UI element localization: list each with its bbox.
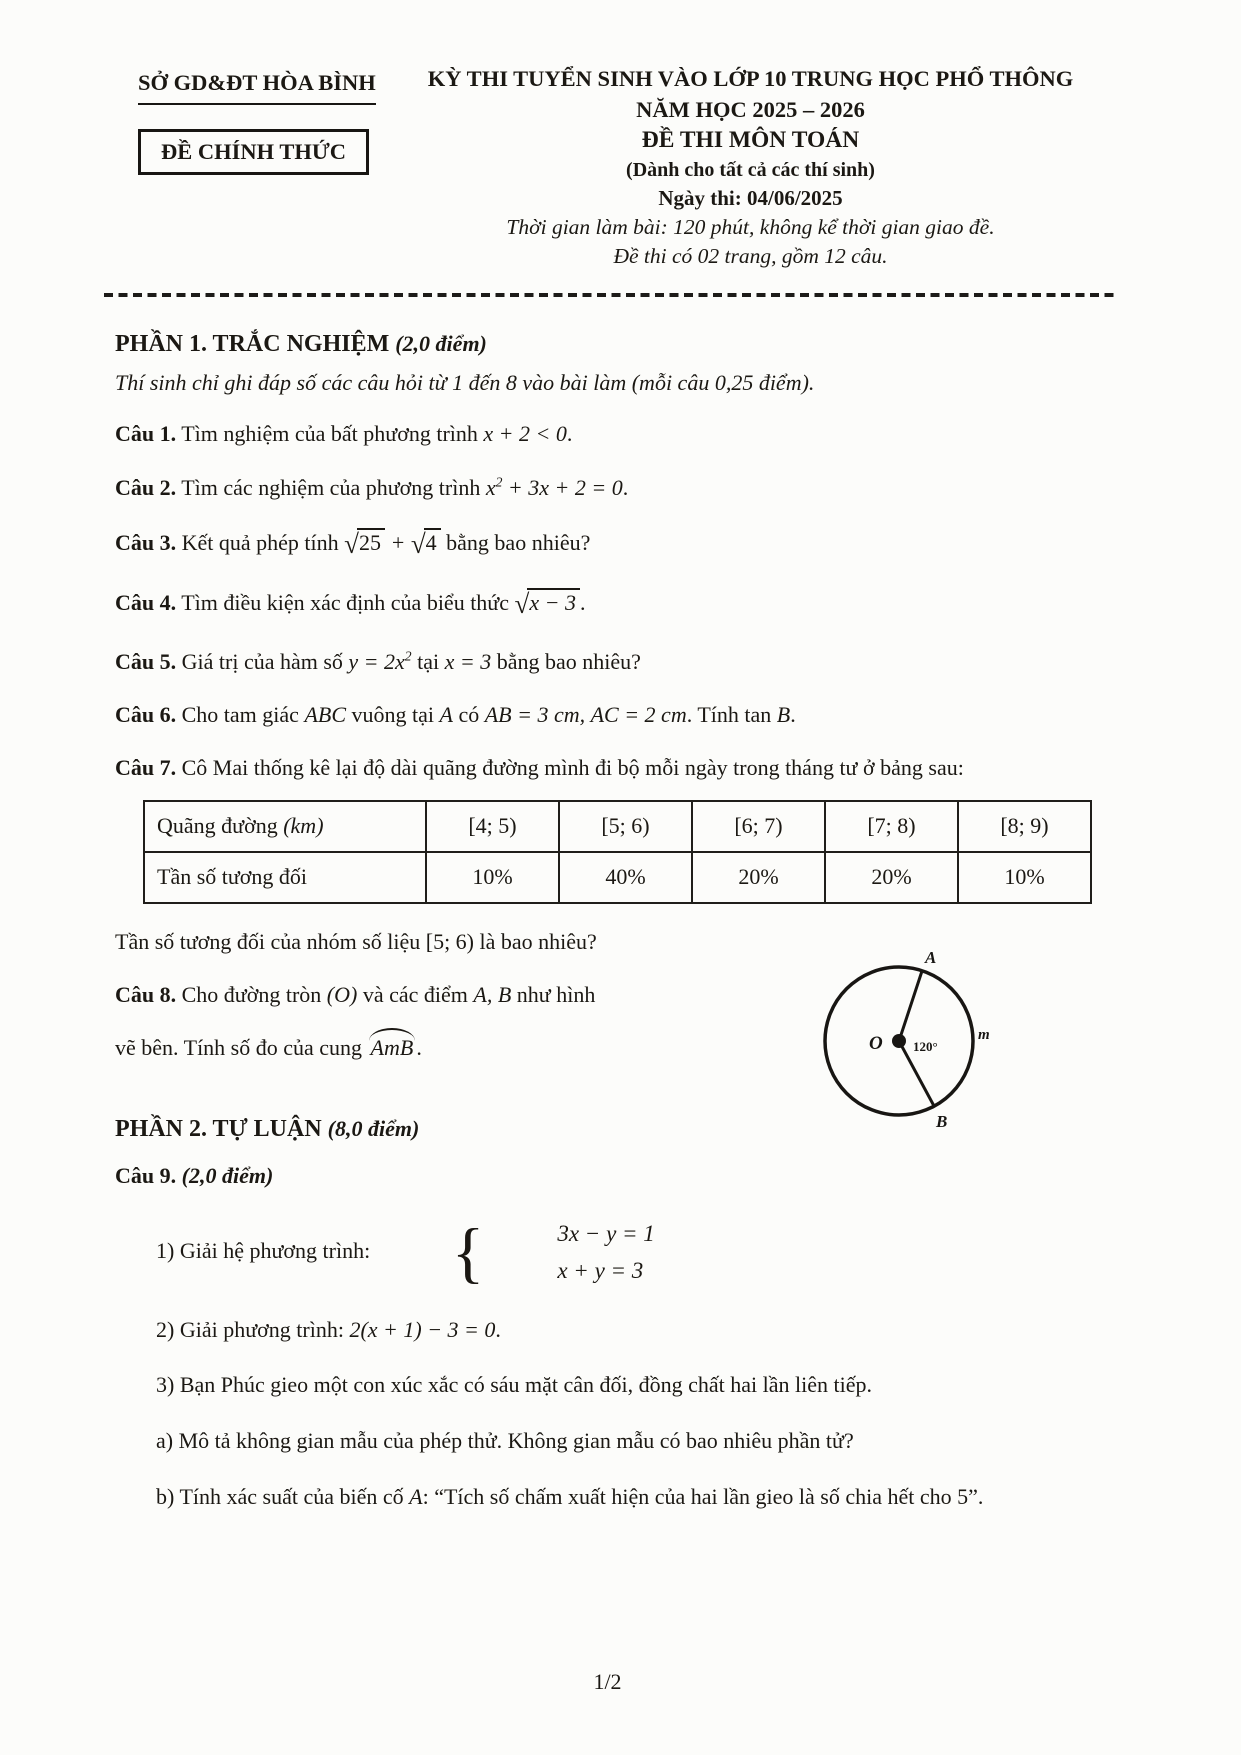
part1-heading-points: (2,0 điểm) xyxy=(395,331,487,357)
q8-pre: Cho đường tròn xyxy=(181,982,322,1007)
question-1-math: x + 2 < 0 xyxy=(483,421,567,447)
q2-m1: x xyxy=(485,474,496,500)
equation-1: 3x − y = 1 xyxy=(557,1221,655,1247)
question-7-text: Cô Mai thống kê lại độ dài quãng đường mình đi bộ mỗi ngày trong tháng tư ở bảng sau: xyxy=(181,755,964,781)
question-3 xyxy=(115,503,1123,563)
q6-t1: vuông tại xyxy=(351,701,434,727)
table-row-label: Tần số tương đối xyxy=(144,852,426,903)
bin-cell: [7; 8) xyxy=(825,801,958,852)
q6-triangle-abc: ABC xyxy=(304,701,346,727)
page-number: 1/2 xyxy=(593,1669,622,1694)
item-1-number: 1) xyxy=(156,1237,175,1263)
q6-t3: . Tính xyxy=(686,701,739,727)
radical-sign: √ xyxy=(410,529,426,560)
question-7 xyxy=(115,730,1123,783)
freq-cell: 20% xyxy=(825,852,958,903)
question-6 xyxy=(115,677,1123,730)
sqrt-x-minus-3 xyxy=(515,586,580,623)
question-2-period: . xyxy=(622,474,629,500)
freq-cell: 10% xyxy=(426,852,559,903)
question-5-mid: tại xyxy=(417,648,440,674)
equation-2: x + y = 3 xyxy=(557,1257,644,1283)
question-6-text: Cho tam giác xyxy=(181,701,299,727)
q6-var-b: B xyxy=(776,701,791,727)
question-7-followup: Tần số tương đối của nhóm số liệu [5; 6) là bao nhiêu? xyxy=(115,928,597,954)
q5-exponent: 2 xyxy=(404,648,412,664)
bin-cell: [6; 7) xyxy=(692,801,825,852)
q8-points-ab: A, B xyxy=(473,982,512,1007)
question-9-label: Câu 9. xyxy=(115,1162,177,1188)
question-5-label: Câu 5. xyxy=(115,648,177,674)
q6-tan-fn: tan xyxy=(744,701,772,727)
q8-circle-o: (O) xyxy=(326,982,358,1007)
system-of-equations xyxy=(384,1213,655,1290)
q6-ab-length: AB = 3 cm, xyxy=(484,701,586,727)
radical-sign: √ xyxy=(344,529,359,560)
question-4-text: Tìm điều kiện xác định của biểu thức xyxy=(181,590,509,616)
q6-ac-length: AC = 2 cm xyxy=(590,701,687,727)
item-3a-number: a) xyxy=(156,1428,174,1454)
pages-note: Đề thi có 02 trang, gồm 12 câu. xyxy=(613,244,888,269)
q6-tan xyxy=(744,702,790,727)
point-a-label: A xyxy=(925,948,937,967)
frequency-table xyxy=(143,800,1092,904)
radicand-4: 4 xyxy=(424,528,441,555)
question-9-header xyxy=(115,1143,1123,1191)
table-header-row xyxy=(144,801,1091,852)
question-6-label: Câu 6. xyxy=(115,701,177,727)
item-2-number: 2) xyxy=(156,1316,175,1342)
part2-heading-points: (8,0 điểm) xyxy=(327,1115,420,1141)
sqrt-25 xyxy=(344,526,385,563)
question-5 xyxy=(115,624,1123,677)
question-1-text: Tìm nghiệm của bất phương trình xyxy=(181,421,478,447)
system-equations xyxy=(484,1216,654,1290)
circle-diagram xyxy=(819,939,1027,1139)
question-9-item-2 xyxy=(88,1290,1123,1346)
part1-heading-title: PHẦN 1. TRẮC NGHIỆM xyxy=(115,331,390,358)
question-8-text-col xyxy=(88,957,748,1064)
bin-cell: [4; 5) xyxy=(426,801,559,852)
question-1-label: Câu 1. xyxy=(115,421,177,447)
item-1-text: Giải hệ phương trình: xyxy=(179,1237,371,1263)
angle-label: 120° xyxy=(913,1039,938,1054)
bin-cell: [8; 9) xyxy=(958,801,1091,852)
school-year: NĂM HỌC 2025 – 2026 xyxy=(636,96,865,122)
question-9-item-3b xyxy=(88,1457,1123,1513)
q6-t2: có xyxy=(458,701,480,727)
point-b-label: B xyxy=(936,1112,948,1131)
item-2-math: 2(x + 1) − 3 = 0 xyxy=(349,1316,496,1342)
header-right xyxy=(424,64,1123,271)
q8-t1: và các điểm xyxy=(362,982,468,1007)
question-9-item-3 xyxy=(88,1345,1123,1401)
sqrt-4 xyxy=(411,526,441,563)
question-2-math xyxy=(486,475,623,500)
question-9-points: (2,0 điểm) xyxy=(181,1162,274,1188)
audience-note: (Dành cho tất cả các thí sinh) xyxy=(626,159,875,182)
item-3b-event-a: A xyxy=(409,1484,423,1510)
center-label: O xyxy=(869,1033,883,1054)
exam-date: Ngày thi: 04/06/2025 xyxy=(658,186,843,211)
header-left xyxy=(88,64,424,271)
department-name: SỞ GD&ĐT HÒA BÌNH xyxy=(138,70,376,105)
question-8-label: Câu 8. xyxy=(115,982,177,1007)
question-1-period: . xyxy=(566,421,573,447)
question-5-post: bằng bao nhiêu? xyxy=(496,648,641,674)
item-3b-pre: Tính xác suất của biến cố xyxy=(179,1484,404,1510)
part1-heading xyxy=(115,297,1123,358)
col0-label: Quãng đường xyxy=(157,813,278,839)
freq-cell: 20% xyxy=(692,852,825,903)
q6-vertex-a: A xyxy=(439,701,453,727)
exam-title: KỲ THI TUYỂN SINH VÀO LỚP 10 TRUNG HỌC PHỔ THÔNG xyxy=(427,66,1074,91)
radical-sign: √ xyxy=(514,589,530,620)
item-2-period: . xyxy=(495,1316,501,1342)
radius-oa xyxy=(899,971,922,1041)
radicand-25: 25 xyxy=(357,528,385,555)
question-3-post: bằng bao nhiêu? xyxy=(446,530,591,556)
question-5-math1 xyxy=(348,649,411,674)
question-3-text: Kết quả phép tính xyxy=(181,530,339,556)
item-3b-text: : “Tích số chấm xuất hiện của hai lần gieo là số chia hết cho 5”. xyxy=(422,1484,984,1510)
part1-instruction: Thí sinh chỉ ghi đáp số các câu hỏi từ 1 đến 8 vào bài làm (mỗi câu 0,25 điểm). xyxy=(115,370,815,396)
col0-unit: (km) xyxy=(283,813,324,839)
plus-sign: + xyxy=(390,530,406,556)
q8-line2-pre: vẽ bên. Tính số đo của cung xyxy=(115,1035,363,1061)
q2-exponent: 2 xyxy=(495,474,503,490)
subject-title: ĐỀ THI MÔN TOÁN xyxy=(641,127,860,154)
table-data-row xyxy=(144,852,1091,903)
exam-header xyxy=(88,64,1123,271)
question-2-text: Tìm các nghiệm của phương trình xyxy=(181,474,481,500)
question-4 xyxy=(115,563,1123,623)
question-9-item-1 xyxy=(88,1191,1123,1290)
arc-amb: AmB xyxy=(368,1035,417,1060)
freq-cell: 10% xyxy=(958,852,1091,903)
q5-m1: y = 2x xyxy=(348,648,405,674)
item-3-text: Bạn Phúc gieo một con xúc xắc có sáu mặt cân đối, đồng chất hai lần liên tiếp. xyxy=(179,1372,873,1398)
q8-t2: như hình xyxy=(516,982,596,1007)
table-col0-header xyxy=(144,801,426,852)
question-6-period: . xyxy=(790,701,796,727)
question-5-text: Giá trị của hàm số xyxy=(181,648,343,674)
arc-m-label: m xyxy=(978,1027,990,1043)
question-8-line2 xyxy=(115,1010,748,1063)
question-3-label: Câu 3. xyxy=(115,530,177,556)
question-9-item-3a xyxy=(88,1401,1123,1457)
question-4-period: . xyxy=(579,590,586,616)
question-1 xyxy=(115,396,1123,449)
department-name-wrap xyxy=(138,70,424,105)
q2-m2: + 3x + 2 = 0 xyxy=(502,474,623,500)
question-4-label: Câu 4. xyxy=(115,590,177,616)
item-3-number: 3) xyxy=(156,1372,175,1398)
center-dot xyxy=(892,1034,906,1048)
question-2-label: Câu 2. xyxy=(115,474,177,500)
item-2-text: Giải phương trình: xyxy=(179,1316,344,1342)
radicand-x-minus-3: x − 3 xyxy=(527,588,580,615)
bin-cell: [5; 6) xyxy=(559,801,692,852)
question-8-period: . xyxy=(416,1035,422,1061)
part2-heading-title: PHẦN 2. TỰ LUẬN xyxy=(115,1115,322,1142)
question-5-math2: x = 3 xyxy=(444,648,492,674)
question-7-label: Câu 7. xyxy=(115,755,177,781)
item-3b-number: b) xyxy=(156,1484,175,1510)
official-exam-box xyxy=(138,129,369,175)
system-brace: { xyxy=(451,1213,485,1290)
official-exam-label: ĐỀ CHÍNH THỨC xyxy=(161,139,347,164)
question-2 xyxy=(115,450,1123,503)
duration-note: Thời gian làm bài: 120 phút, không kể thời gian giao đề. xyxy=(506,214,995,239)
freq-cell: 40% xyxy=(559,852,692,903)
item-3a-text: Mô tả không gian mẫu của phép thử. Không gian mẫu có bao nhiêu phần tử? xyxy=(178,1428,854,1454)
question-8-line1 xyxy=(115,957,748,1010)
